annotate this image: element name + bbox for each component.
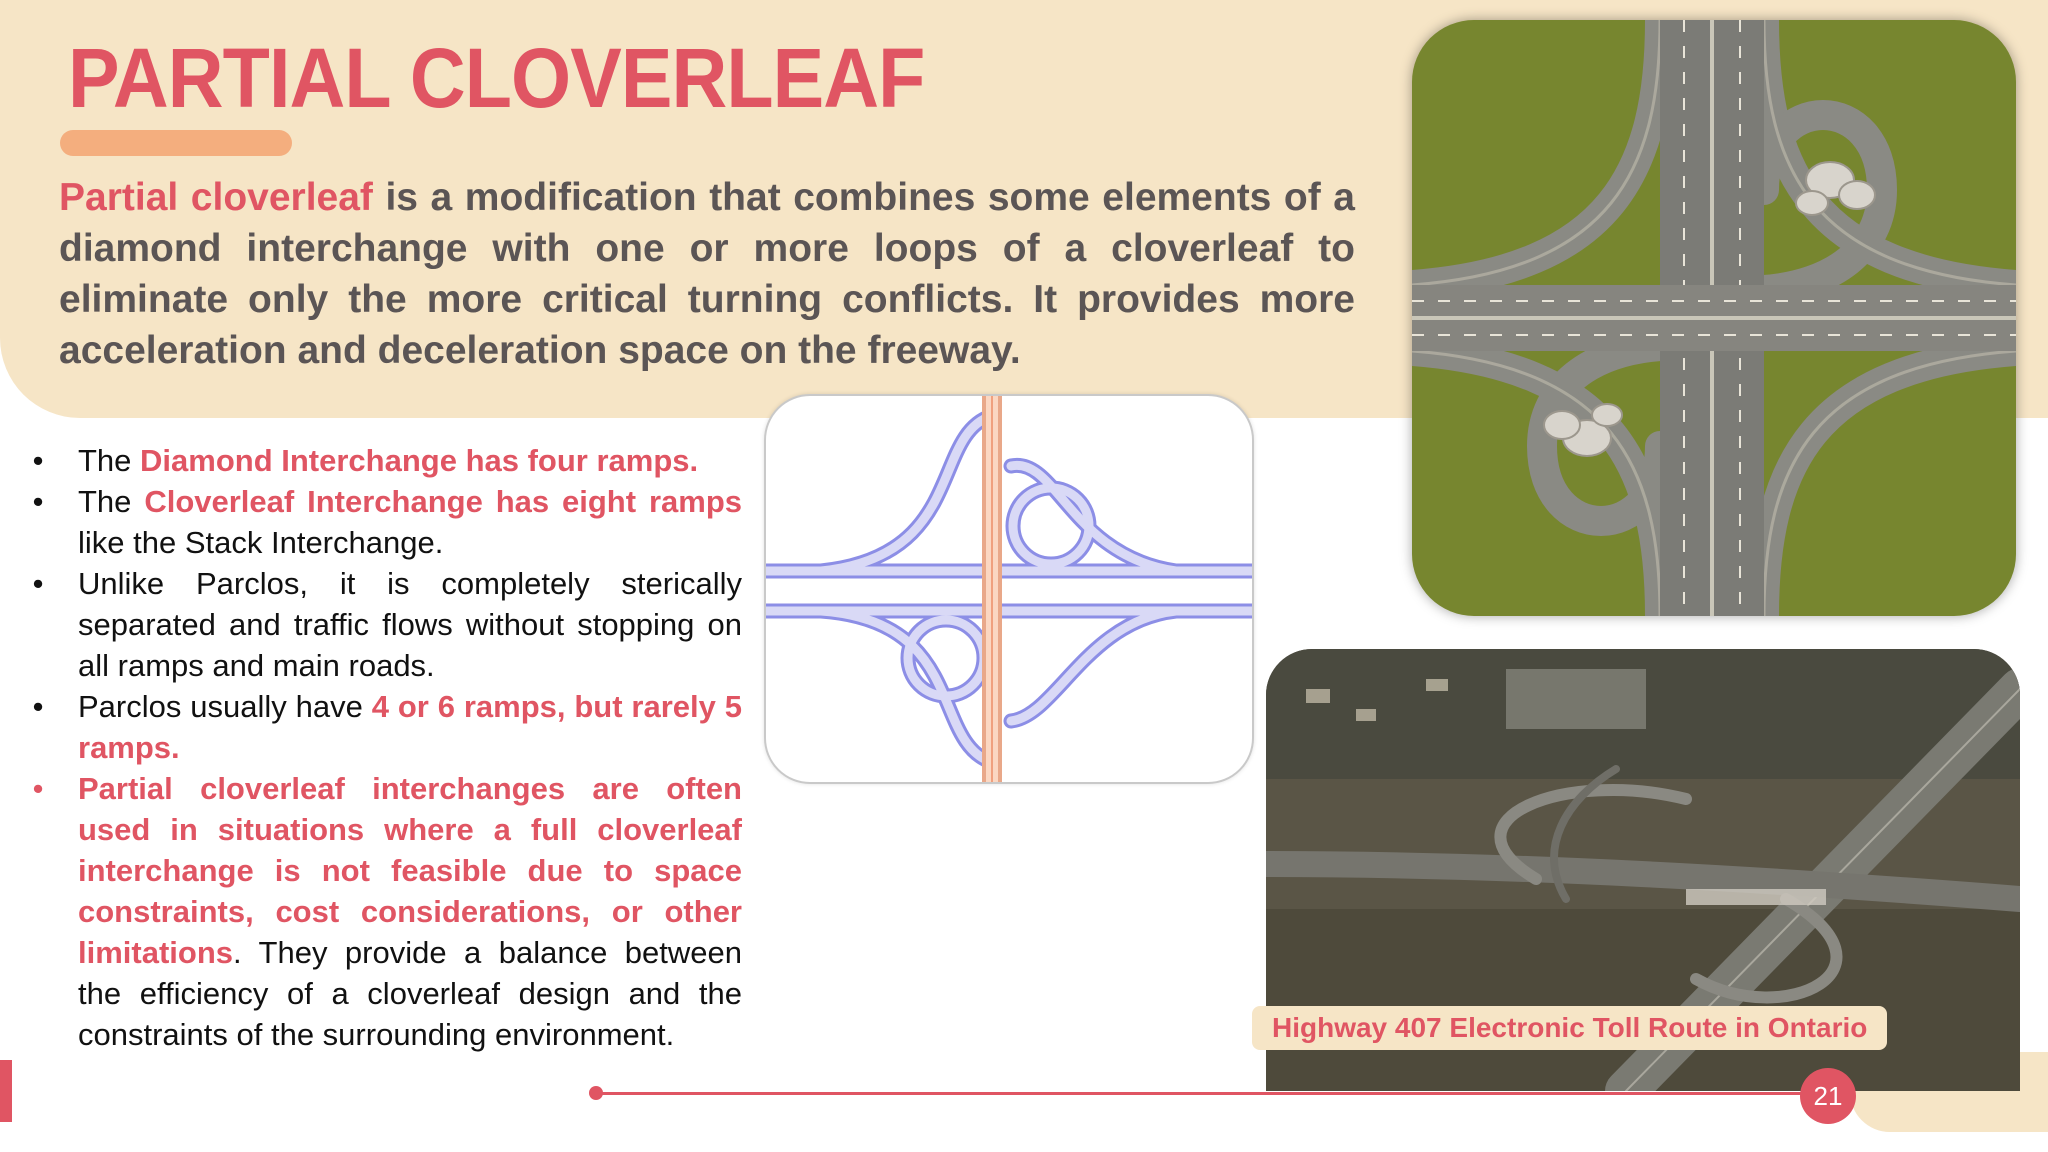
bullet-highlight: 4 or 6 ramps, but rarely 5 ramps. xyxy=(78,689,742,765)
cloverleaf-render-image xyxy=(1412,20,2016,616)
bullet-highlight: Cloverleaf Interchange has eight ramps xyxy=(144,484,742,519)
bullet-text: Unlike Parclos, it is completely sterically separated and traffic flows without stopping on all ramps and main roads. xyxy=(78,566,742,683)
side-accent-mark xyxy=(0,1060,12,1122)
bullet-highlight: Partial cloverleaf interchanges are often used in situations where a full cloverleaf interchange is not feasible due to space constraints, cost considerations, or other limitations xyxy=(78,771,742,970)
bullet-dot: • xyxy=(32,566,44,601)
bullet-dot: • xyxy=(32,484,44,519)
page-number: 21 xyxy=(1800,1068,1856,1124)
bullet-item-parclos-ramps xyxy=(28,686,742,768)
bullet-item-usage xyxy=(28,768,742,1055)
intro-highlight: Partial cloverleaf xyxy=(59,176,373,219)
footer-dot xyxy=(589,1086,603,1100)
photo-caption: Highway 407 Electronic Toll Route in Ontario xyxy=(1252,1006,1887,1050)
bullet-text: Parclos usually have xyxy=(78,689,372,724)
bullet-list xyxy=(28,440,742,1055)
cloverleaf-render-drawing xyxy=(1412,20,2016,616)
bullet-dot: • xyxy=(32,771,44,806)
intro-paragraph xyxy=(59,172,1355,376)
title-underline xyxy=(60,130,292,156)
bullet-text: The xyxy=(78,443,141,478)
footer-line xyxy=(597,1092,1819,1095)
interchange-diagram-drawing xyxy=(766,396,1252,782)
bullet-text: The xyxy=(78,484,145,519)
bullet-item-cloverleaf xyxy=(28,481,742,563)
slide-title: PARTIAL CLOVERLEAF xyxy=(68,31,925,125)
interchange-diagram xyxy=(764,394,1254,784)
bullet-item-diamond xyxy=(28,440,742,481)
bullet-dot: • xyxy=(32,689,44,724)
bullet-text: . They provide a balance between the efficiency of a cloverleaf design and the constraints of the surrounding environment. xyxy=(78,935,742,1052)
bullet-item-unlike-parclos xyxy=(28,563,742,686)
bullet-text: like the Stack Interchange. xyxy=(78,525,444,560)
bullet-highlight: Diamond Interchange has four ramps. xyxy=(140,443,699,478)
intro-text: is a modification that combines some elements of a diamond interchange with one or more loops of a cloverleaf to eliminate only the more critical turning conflicts. It provides more acceleration and deceleration space on the freeway. xyxy=(59,176,1355,372)
bullet-dot: • xyxy=(32,443,44,478)
